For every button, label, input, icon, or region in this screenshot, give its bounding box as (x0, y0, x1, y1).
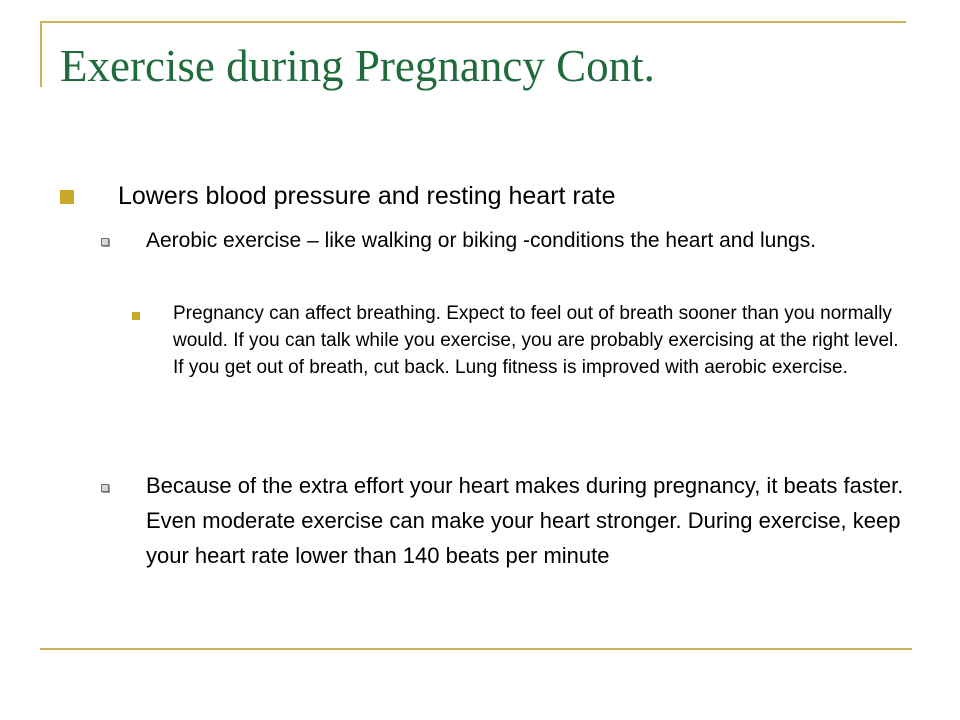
bullet-level1-text: Lowers blood pressure and resting heart rate (118, 182, 616, 210)
frame-left-line (40, 21, 42, 87)
square-bullet-icon (60, 190, 74, 204)
bullet-level2-second-text: Because of the extra effort your heart makes during pregnancy, it beats faster. Even moderate exercise can make your heart stronger. During exercise, keep your heart rate lower than 140 beats per minute (146, 473, 904, 568)
bullet-level3-text: Pregnancy can affect breathing. Expect to feel out of breath sooner than you normally would. If you can talk while you exercise, you are probably exercising at the right level. If you get out of breath, cut back. Lung fitness is improved with aerobic exercise. (173, 303, 899, 378)
frame-bottom-line (40, 648, 912, 650)
hollow-square-bullet-icon (101, 238, 109, 246)
small-square-bullet-icon (132, 312, 140, 320)
slide-title: Exercise during Pregnancy Cont. (60, 41, 655, 91)
frame-top-line (40, 21, 906, 23)
hollow-square-bullet-icon (101, 484, 109, 492)
bullet-level2-first-text: Aerobic exercise – like walking or biking -conditions the heart and lungs. (146, 229, 817, 252)
